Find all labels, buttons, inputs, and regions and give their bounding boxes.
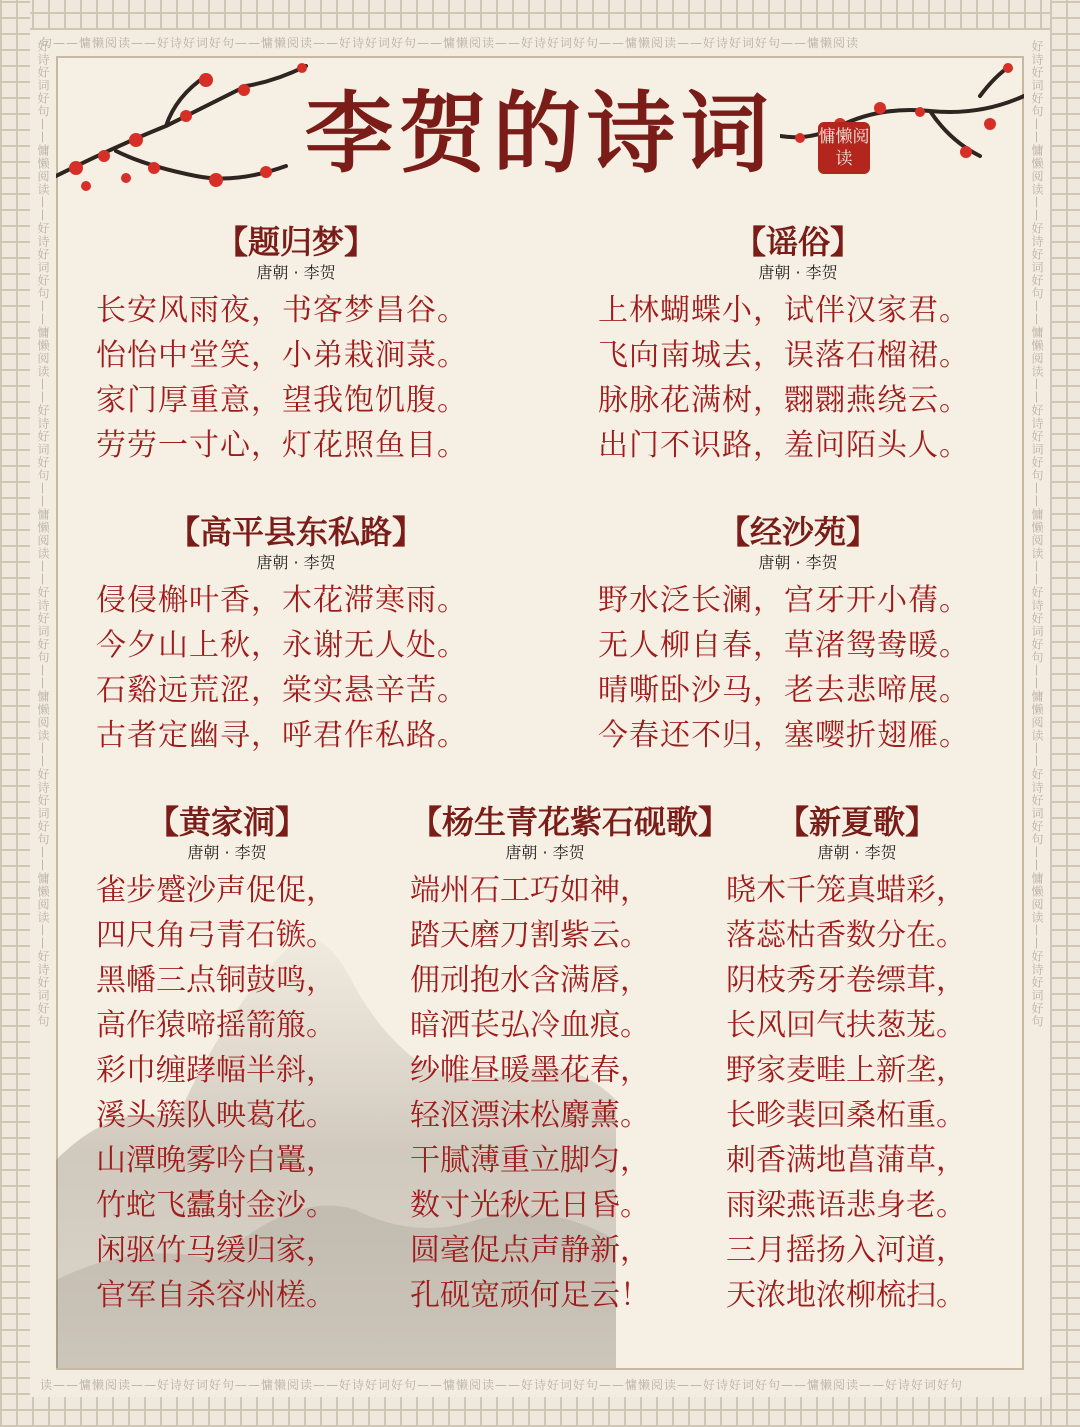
border-bottom (0, 1397, 1080, 1427)
watermark-right: 好诗好词好句——慵懒阅读——好诗好词好句——慵懒阅读——好诗好词好句——慵懒阅读——好诗好词好句——慵懒阅读——好诗好词好句——慵懒阅读——好诗好词好句 (1030, 40, 1044, 1028)
poem-line: 脉脉花满树，翾翾燕绕云。 (598, 383, 970, 418)
poem-line: 踏天磨刀割紫云。 (410, 918, 650, 953)
poem-line: 佣刓抱水含满唇， (410, 963, 650, 998)
poem-line: 落蕊枯香数分在。 (726, 918, 966, 953)
poem-line: 长风回气扶葱茏。 (726, 1008, 966, 1043)
poem-line: 纱帷昼暖墨花春， (410, 1053, 650, 1088)
poem-line: 长畛裴回桑柘重。 (726, 1098, 966, 1133)
poem-block (96, 802, 358, 1318)
poem-line: 刺香满地菖蒲草， (726, 1143, 966, 1178)
border-left (0, 0, 30, 1427)
poem-line: 闲驱竹马缓归家， (96, 1233, 336, 1268)
poem-block (410, 802, 731, 1318)
poem-author: 唐朝 · 李贺 (256, 553, 336, 572)
poem-line: 四尺角弓青石镞。 (96, 918, 336, 953)
poem-line: 天浓地浓柳梳扫。 (726, 1278, 966, 1313)
poem-line: 晴嘶卧沙马，老去悲啼展。 (598, 673, 970, 708)
poem-line: 阴枝秀牙卷缥茸， (726, 963, 966, 998)
poem-line: 飞向南城去，误落石榴裙。 (598, 338, 970, 373)
poem-line: 无人柳自春，草渚鸳鸯暖。 (598, 628, 970, 663)
border-right (1050, 0, 1080, 1427)
poem-line: 官军自杀容州槎。 (96, 1278, 336, 1313)
poem-line: 雀步蹙沙声促促， (96, 873, 336, 908)
poem-title: 【题归梦】 (215, 223, 376, 261)
poem-line: 古者定幽寻，呼君作私路。 (96, 718, 468, 753)
border-top (0, 0, 1080, 30)
poem-title: 【新夏歌】 (776, 803, 937, 841)
poem-block (96, 512, 496, 758)
watermark-left: 好诗好词好句——慵懒阅读——好诗好词好句——慵懒阅读——好诗好词好句——慵懒阅读——好诗好词好句——慵懒阅读——好诗好词好句——慵懒阅读——好诗好词好句 (36, 40, 50, 1028)
poem-line: 怡怡中堂笑，小弟栽涧菉。 (96, 338, 468, 373)
watermark-top: 句——慵懒阅读——好诗好词好句——慵懒阅读——好诗好词好句——慵懒阅读——好诗好词好句——慵懒阅读——好诗好词好句——慵懒阅读 (40, 36, 860, 50)
seal-stamp: 慵懒阅读 (818, 122, 870, 174)
poem-block (598, 222, 998, 468)
poem-author: 唐朝 · 李贺 (758, 263, 838, 282)
poem-line: 野水泛长澜，宫牙开小蒨。 (598, 583, 970, 618)
poem-line: 圆毫促点声静新， (410, 1233, 650, 1268)
poem-line: 劳劳一寸心，灯花照鱼目。 (96, 428, 468, 463)
poem-title: 【黄家洞】 (146, 803, 307, 841)
poem-line: 彩巾缠踍幅半斜， (96, 1053, 336, 1088)
poem-line: 石谿远荒涩，棠实悬辛苦。 (96, 673, 468, 708)
poem-line: 出门不识路，羞问陌头人。 (598, 428, 970, 463)
poem-title: 【经沙苑】 (717, 513, 878, 551)
poem-author: 唐朝 · 李贺 (758, 553, 838, 572)
poem-line: 端州石工巧如神， (410, 873, 650, 908)
poem-line: 侵侵槲叶香，木花滞寒雨。 (96, 583, 468, 618)
poem-line: 溪头簇队映葛花。 (96, 1098, 336, 1133)
poem-line: 长安风雨夜，书客梦昌谷。 (96, 293, 468, 328)
poem-title: 【谣俗】 (733, 223, 862, 261)
poem-line: 暗洒苌弘冷血痕。 (410, 1008, 650, 1043)
poem-block (726, 802, 988, 1318)
poem-author: 唐朝 · 李贺 (187, 843, 267, 862)
poem-line: 三月摇扬入河道， (726, 1233, 966, 1268)
poem-line: 竹蛇飞蠹射金沙。 (96, 1188, 336, 1223)
poem-block (96, 222, 496, 468)
poem-title: 【杨生青花紫石砚歌】 (410, 803, 731, 841)
poem-line: 山潭晚雾吟白鼍， (96, 1143, 336, 1178)
poem-line: 今春还不归，塞嘤折翅雁。 (598, 718, 970, 753)
poem-author: 唐朝 · 李贺 (256, 263, 336, 282)
poem-line: 今夕山上秋，永谢无人处。 (96, 628, 468, 663)
poem-line: 雨梁燕语悲身老。 (726, 1188, 966, 1223)
watermark-bottom: 读——慵懒阅读——好诗好词好句——慵懒阅读——好诗好词好句——慵懒阅读——好诗好词好句——慵懒阅读——好诗好词好句——慵懒阅读——好诗好词好句 (40, 1378, 964, 1392)
poem-line: 家门厚重意，望我饱饥腹。 (96, 383, 468, 418)
poem-line: 孔砚宽顽何足云！ (410, 1278, 650, 1313)
poem-block (598, 512, 998, 758)
poem-author: 唐朝 · 李贺 (817, 843, 897, 862)
poem-line: 上林蝴蝶小，试伴汉家君。 (598, 293, 970, 328)
poem-line: 数寸光秋无日昏。 (410, 1188, 650, 1223)
poem-title: 【高平县东私路】 (167, 513, 424, 551)
page-title: 李贺的诗词 (304, 81, 775, 185)
poem-line: 干腻薄重立脚匀， (410, 1143, 650, 1178)
poem-line: 高作猿啼摇箭箙。 (96, 1008, 336, 1043)
poem-line: 黑幡三点铜鼓鸣， (96, 963, 336, 998)
poem-author: 唐朝 · 李贺 (505, 843, 585, 862)
poem-line: 轻沤漂沫松麝薰。 (410, 1098, 650, 1133)
poem-line: 晓木千笼真蜡彩， (726, 873, 966, 908)
poem-line: 野家麦畦上新垄， (726, 1053, 966, 1088)
